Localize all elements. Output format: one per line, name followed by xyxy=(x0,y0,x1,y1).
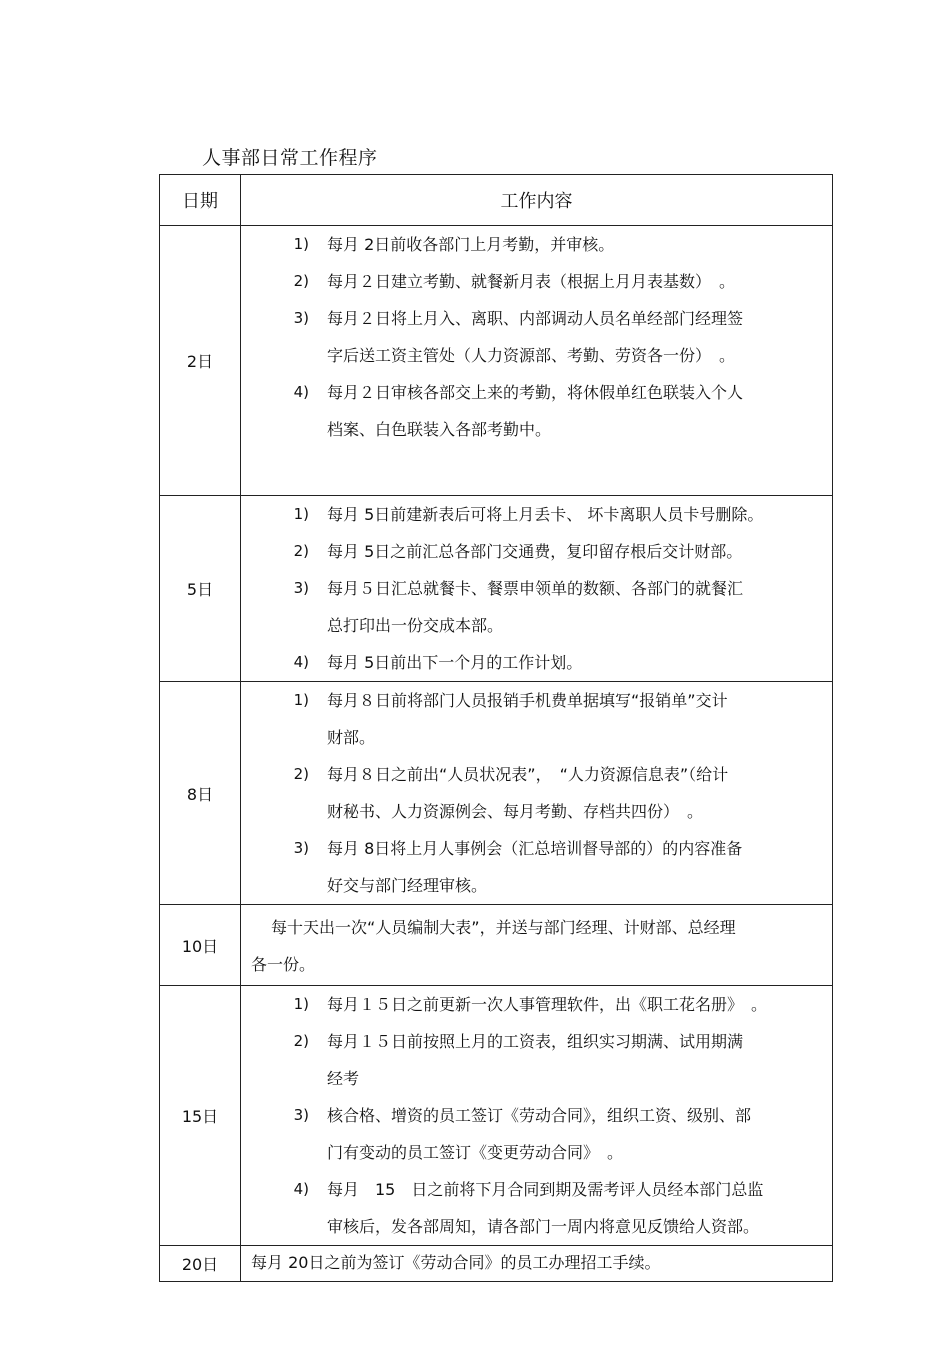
item-text: 每月２日建立考勤、就餐新月表（根据上月月表基数） 。 xyxy=(327,272,736,291)
item-number: 4) xyxy=(293,1180,309,1198)
document-title: 人事部日常工作程序 xyxy=(202,147,378,169)
date-cell: 20日 xyxy=(160,1246,241,1282)
list-item xyxy=(241,374,832,448)
task-list xyxy=(241,496,832,681)
item-text: 每月５日汇总就餐卡、餐票申领单的数额、各部门的就餐汇 总打印出一份交成本部。 xyxy=(327,579,744,635)
item-text: 每月２日将上月入、离职、内部调动人员名单经部门经理签 字后送工资主管处（人力资源部、考勤、劳资各一份） 。 xyxy=(327,309,744,365)
list-item xyxy=(241,986,832,1023)
task-list xyxy=(241,682,832,904)
item-text: 每月 5日前建新表后可将上月丢卡、 坏卡离职人员卡号删除。 xyxy=(327,505,764,524)
date-cell: 5日 xyxy=(160,496,241,682)
item-number: 4) xyxy=(293,383,309,401)
content-cell xyxy=(241,682,833,905)
content-cell xyxy=(241,496,833,682)
content-column-header: 工作内容 xyxy=(241,175,833,226)
item-text: 每月８日前将部门人员报销手机费单据填写“报销单”交计 财部。 xyxy=(327,691,728,747)
list-item xyxy=(241,682,832,756)
item-number: 4) xyxy=(293,653,309,671)
item-number: 1) xyxy=(293,691,309,709)
item-text: 每月 5日前出下一个月的工作计划。 xyxy=(327,653,583,672)
item-text: 每月８日之前出“人员状况表”， “人力资源信息表”（给计 财秘书、人力资源例会、每月考勤、存档共四份） 。 xyxy=(327,765,729,821)
item-number: 1) xyxy=(293,505,309,523)
item-text: 每月 5日之前汇总各部门交通费，复印留存根后交计财部。 xyxy=(327,542,743,561)
content-cell xyxy=(241,905,833,986)
table-row xyxy=(160,986,833,1246)
item-number: 3) xyxy=(293,579,309,597)
item-text: 每月 15 日之前将下月合同到期及需考评人员经本部门总监 审核后，发各部周知，请各部门一周内将意见反馈给人资部。 xyxy=(327,1180,764,1236)
item-number: 2) xyxy=(293,542,309,560)
date-column-header: 日期 xyxy=(160,175,241,226)
list-item xyxy=(241,533,832,570)
item-number: 1) xyxy=(293,995,309,1013)
list-item xyxy=(241,1097,832,1171)
list-item xyxy=(241,226,832,263)
item-text: 每月 8日将上月人事例会（汇总培训督导部的）的内容准备 好交与部门经理审核。 xyxy=(327,839,743,895)
task-list xyxy=(241,226,832,448)
item-number: 1) xyxy=(293,235,309,253)
item-number: 3) xyxy=(293,839,309,857)
list-item xyxy=(241,570,832,644)
item-number: 2) xyxy=(293,765,309,783)
table-row xyxy=(160,496,833,682)
date-cell: 2日 xyxy=(160,226,241,496)
list-item xyxy=(241,756,832,830)
table-row xyxy=(160,682,833,905)
item-text: 每月 2日前收各部门上月考勤，并审核。 xyxy=(327,235,615,254)
item-number: 3) xyxy=(293,309,309,327)
item-text: 核合格、增资的员工签订《劳动合同》，组织工资、级别、部 门有变动的员工签订《变更劳动合同》 。 xyxy=(327,1106,752,1162)
task-list xyxy=(241,986,832,1245)
table-row xyxy=(160,226,833,496)
list-item xyxy=(241,1171,832,1245)
list-item xyxy=(241,644,832,681)
item-number: 2) xyxy=(293,272,309,290)
item-number: 2) xyxy=(293,1032,309,1050)
content-cell xyxy=(241,1246,833,1282)
date-cell: 15日 xyxy=(160,986,241,1246)
item-text: 每月１５日之前更新一次人事管理软件，出《职工花名册》 。 xyxy=(327,995,768,1014)
table-row xyxy=(160,905,833,986)
table-row xyxy=(160,1246,833,1282)
list-item xyxy=(241,496,832,533)
item-text: 每月１５日前按照上月的工资表，组织实习期满、试用期满 经考 xyxy=(327,1032,744,1088)
date-cell: 10日 xyxy=(160,905,241,986)
item-number: 3) xyxy=(293,1106,309,1124)
schedule-table xyxy=(159,174,833,1282)
list-item xyxy=(241,830,832,904)
content-cell xyxy=(241,226,833,496)
item-text: 每月２日审核各部交上来的考勤，将休假单红色联装入个人 档案、白色联装入各部考勤中。 xyxy=(327,383,744,439)
list-item xyxy=(241,263,832,300)
list-item xyxy=(241,300,832,374)
item-text: 每月 20日之前为签订《劳动合同》的员工办理招工手续。 xyxy=(251,1253,661,1272)
date-cell: 8日 xyxy=(160,682,241,905)
table-header-row xyxy=(160,175,833,226)
list-item xyxy=(241,1023,832,1097)
content-cell xyxy=(241,986,833,1246)
item-text: 每十天出一次“人员编制大表”，并送与部门经理、计财部、总经理 各一份。 xyxy=(251,918,736,974)
